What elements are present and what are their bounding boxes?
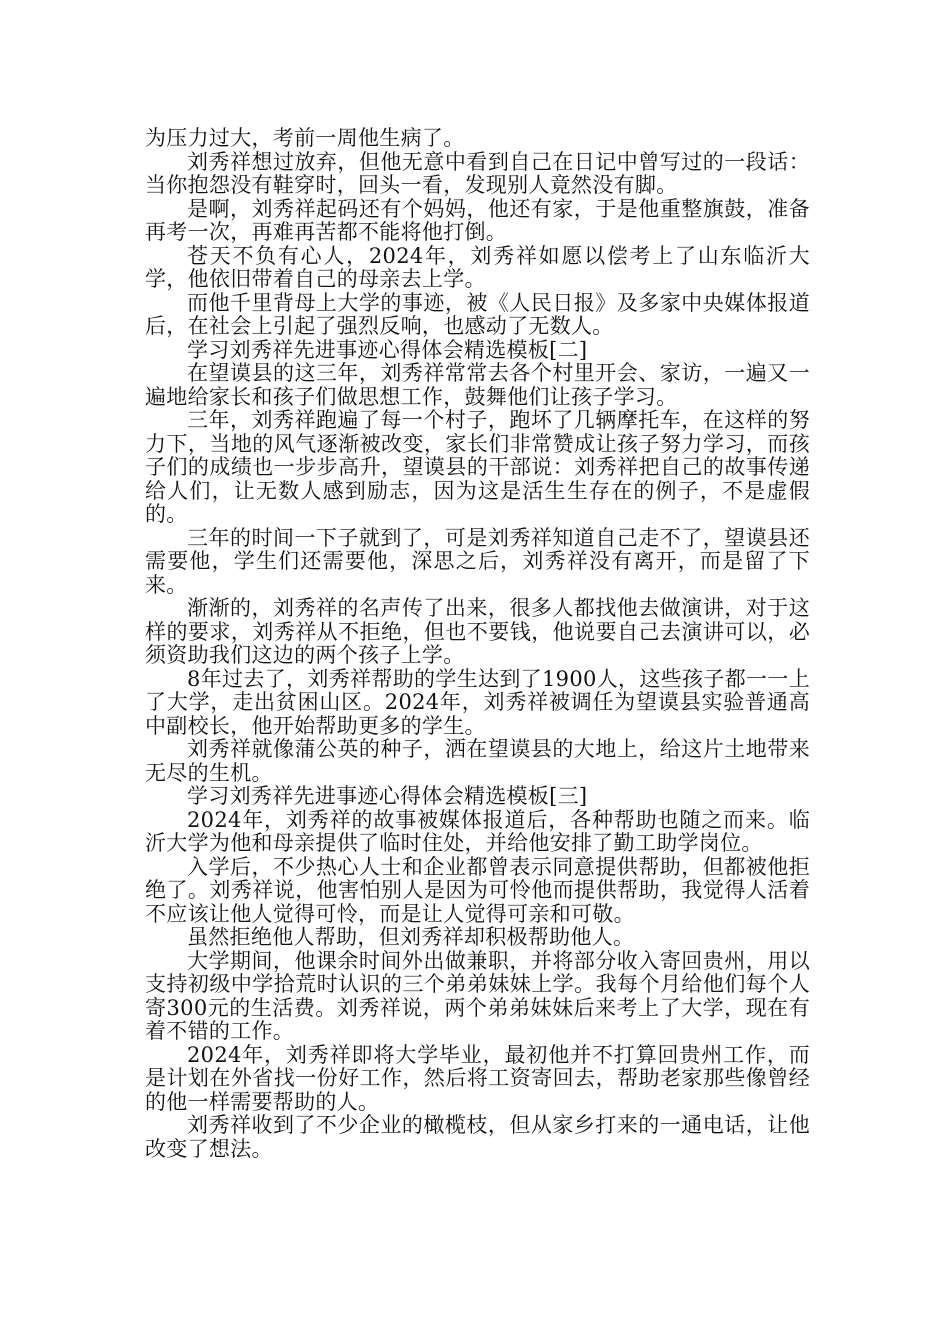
- paragraph: 为压力过大，考前一周他生病了。: [145, 126, 465, 150]
- paragraph: 苍天不负有心人，2024年，刘秀祥如愿以偿考上了山东临沂大学，他依旧带着自己的母亲去上学。: [145, 243, 810, 291]
- paragraph: 刘秀祥就像蒲公英的种子，洒在望谟县的大地上，给这片土地带来无尽的生机。: [145, 737, 810, 785]
- paragraph: 虽然拒绝他人帮助，但刘秀祥却积极帮助他人。: [187, 925, 635, 949]
- section-heading: 学习刘秀祥先进事迹心得体会精选模板[三]: [187, 784, 588, 808]
- section-heading: 学习刘秀祥先进事迹心得体会精选模板[二]: [187, 337, 588, 362]
- paragraph: 在望谟县的这三年，刘秀祥常常去各个村里开会、家访，一遍又一遍地给家长和孩子们做思想工作，鼓舞他们让孩子学习。: [145, 361, 810, 409]
- paragraph: 2024年，刘秀祥的故事被媒体报道后，各种帮助也随之而来。临沂大学为他和母亲提供了临时住处，并给他安排了勤工助学岗位。: [145, 807, 810, 855]
- paragraph: 渐渐的，刘秀祥的名声传了出来，很多人都找他去做演讲，对于这样的要求，刘秀祥从不拒绝，但也不要钱，他说要自己去演讲可以，必须资助我们这边的两个孩子上学。: [145, 596, 810, 667]
- paragraph: 三年的时间一下子就到了，可是刘秀祥知道自己走不了，望谟县还需要他，学生们还需要他，深思之后，刘秀祥没有离开，而是留了下来。: [145, 525, 810, 597]
- paragraph: 大学期间，他课余时间外出做兼职，并将部分收入寄回贵州，用以支持初级中学拾荒时认识的三个弟弟妹妹上学。我每个月给他们每个人寄300元的生活费。刘秀祥说，两个弟弟妹妹后来考上了大学，现在有着不错的工作。: [145, 948, 810, 1043]
- paragraph: 刘秀祥收到了不少企业的橄榄枝，但从家乡打来的一通电话，让他改变了想法。: [145, 1113, 810, 1161]
- paragraph: 刘秀祥想过放弃，但他无意中看到自己在日记中曾写过的一段话：当你抱怨没有鞋穿时，回头一看，发现别人竟然没有脚。: [145, 149, 810, 197]
- paragraph: 8年过去了，刘秀祥帮助的学生达到了1900人，这些孩子都一一上了大学，走出贫困山区。2024年，刘秀祥被调任为望谟县实验普通高中副校长，他开始帮助更多的学生。: [145, 666, 810, 738]
- paragraph: 2024年，刘秀祥即将大学毕业，最初他并不打算回贵州工作，而是计划在外省找一份好工作，然后将工资寄回去，帮助老家那些像曾经的他一样需要帮助的人。: [145, 1042, 810, 1114]
- document-body: [145, 127, 810, 1161]
- paragraph: 三年，刘秀祥跑遍了每一个村子，跑坏了几辆摩托车，在这样的努力下，当地的风气逐渐被改变，家长们非常赞成让孩子努力学习，而孩子们的成绩也一步步高升，望谟县的干部说：刘秀祥把自己的故事传递给人们，让无数人感到励志，因为这是活生生存在的例子，不是虚假的。: [145, 408, 810, 526]
- paragraph: 入学后，不少热心人士和企业都曾表示同意提供帮助，但都被他拒绝了。刘秀祥说，他害怕别人是因为可怜他而提供帮助，我觉得人活着不应该让他人觉得可怜，而是让人觉得可亲和可敬。: [145, 854, 810, 926]
- paragraph: 是啊，刘秀祥起码还有个妈妈，他还有家，于是他重整旗鼓，准备再考一次，再难再苦都不能将他打倒。: [145, 196, 810, 244]
- paragraph: 而他千里背母上大学的事迹，被《人民日报》及多家中央媒体报道后，在社会上引起了强烈反响，也感动了无数人。: [145, 290, 810, 338]
